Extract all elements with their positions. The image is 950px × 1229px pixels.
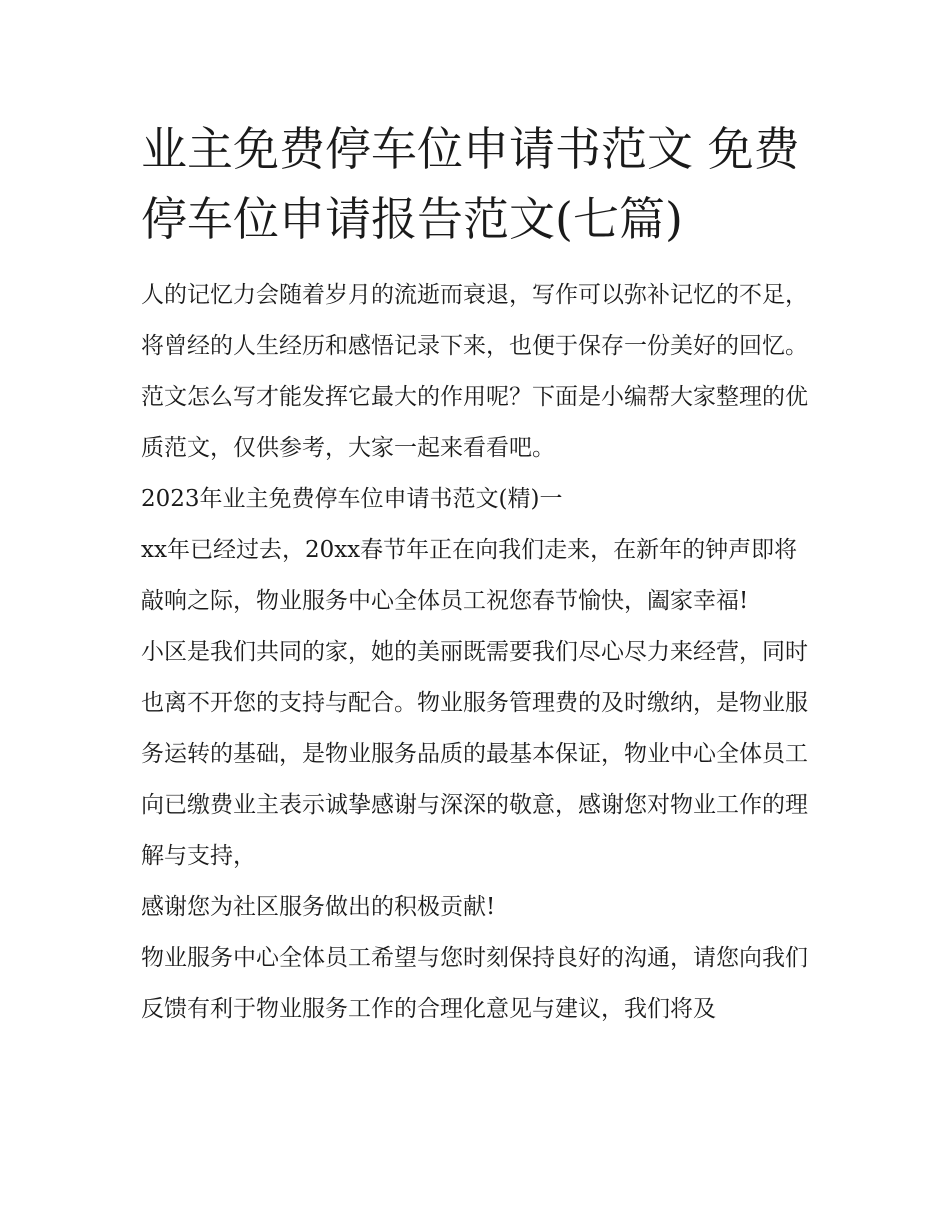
document-page (141, 0, 813, 1035)
section-heading: 2023年业主免费停车位申请书范文(精)一 (141, 486, 563, 512)
body-paragraph: 小区是我们共同的家，她的美丽既需要我们尽心尽力来经营，同时也离不开您的支持与配合。物业服务管理费的及时缴纳，是物业服务运转的基础，是物业服务品质的最基本保证，物业中心全体员工向已缴费业主表示诚挚感谢与深深的敬意，感谢您对物业工作的理解与支持， (141, 639, 808, 869)
intro-paragraph: 人的记忆力会随着岁月的流逝而衰退，写作可以弥补记忆的不足，将曾经的人生经历和感悟记录下来，也便于保存一份美好的回忆。范文怎么写才能发挥它最大的作用呢？下面是小编帮大家整理的优质范文，仅供参考，大家一起来看看吧。 (141, 282, 808, 461)
body-paragraph: 感谢您为社区服务做出的积极贡献! (141, 894, 496, 920)
document-title: 业主免费停车位申请书范文 免费停车位申请报告范文(七篇) (141, 122, 800, 246)
body-paragraph: 物业服务中心全体员工希望与您时刻保持良好的沟通，请您向我们反馈有利于物业服务工作的合理化意见与建议，我们将及 (141, 945, 808, 1022)
body-paragraph: xx年已经过去，20xx春节年正在向我们走来，在新年的钟声即将敲响之际，物业服务中心全体员工祝您春节愉快，阖家幸福! (141, 537, 798, 614)
